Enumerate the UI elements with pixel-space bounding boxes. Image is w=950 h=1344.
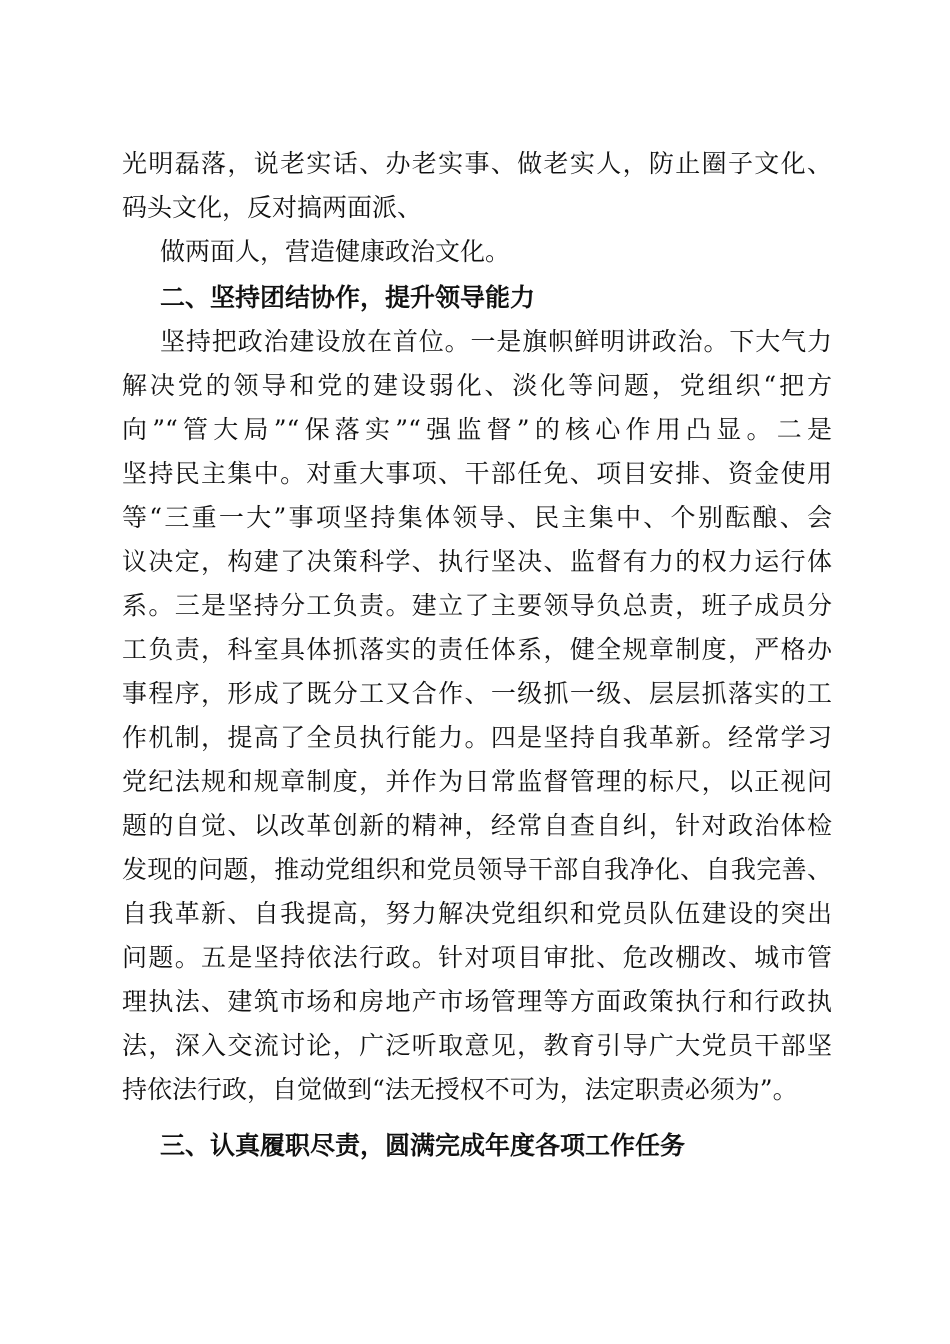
body-text-line: 事程序，形成了既分工又合作、一级抓一级、层层抓落实的工 [122,679,832,708]
body-text-line: 坚持把政治建设放在首位。一是旗帜鲜明讲政治。下大气力 [160,327,832,356]
body-text-line: 解决党的领导和党的建设弱化、淡化等问题，党组织“把方 [122,371,832,400]
body-text-line: 等“三重一大”事项坚持集体领导、民主集中、个别酝酿、会 [122,503,832,532]
body-text-line: 议决定，构建了决策科学、执行坚决、监督有力的权力运行体 [122,547,832,576]
body-text-line: 光明磊落，说老实话、办老实事、做老实人，防止圈子文化、 [122,149,832,178]
body-text-line: 自我革新、自我提高，努力解决党组织和党员队伍建设的突出 [122,899,832,928]
section-heading-three: 三、认真履职尽责，圆满完成年度各项工作任务 [160,1131,686,1160]
body-text-line: 坚持民主集中。对重大事项、干部任免、项目安排、资金使用 [122,459,832,488]
body-text-line: 作机制，提高了全员执行能力。四是坚持自我革新。经常学习 [122,723,832,752]
body-text-line: 发现的问题，推动党组织和党员领导干部自我净化、自我完善、 [122,855,832,884]
body-text-line: 党纪法规和规章制度，并作为日常监督管理的标尺，以正视问 [122,767,832,796]
body-text-line: 码头文化，反对搞两面派、 [122,193,423,222]
body-text-line: 题的自觉、以改革创新的精神，经常自查自纠，针对政治体检 [122,811,832,840]
section-heading-two: 二、坚持团结协作，提升领导能力 [160,283,536,312]
body-text-line: 工负责，科室具体抓落实的责任体系，健全规章制度，严格办 [122,635,832,664]
body-text-line: 问题。五是坚持依法行政。针对项目审批、危改棚改、城市管 [122,943,832,972]
body-text-line: 系。三是坚持分工负责。建立了主要领导负总责，班子成员分 [122,591,832,620]
body-text-line: 理执法、建筑市场和房地产市场管理等方面政策执行和行政执 [122,987,832,1016]
body-text-line: 持依法行政，自觉做到“法无授权不可为，法定职责必须为”。 [122,1075,798,1104]
body-text-line: 做两面人，营造健康政治文化。 [160,237,511,266]
body-text-line: 向”“管大局”“保落实”“强监督”的核心作用凸显。二是 [122,415,832,444]
body-text-line: 法，深入交流讨论，广泛听取意见，教育引导广大党员干部坚 [122,1031,832,1060]
